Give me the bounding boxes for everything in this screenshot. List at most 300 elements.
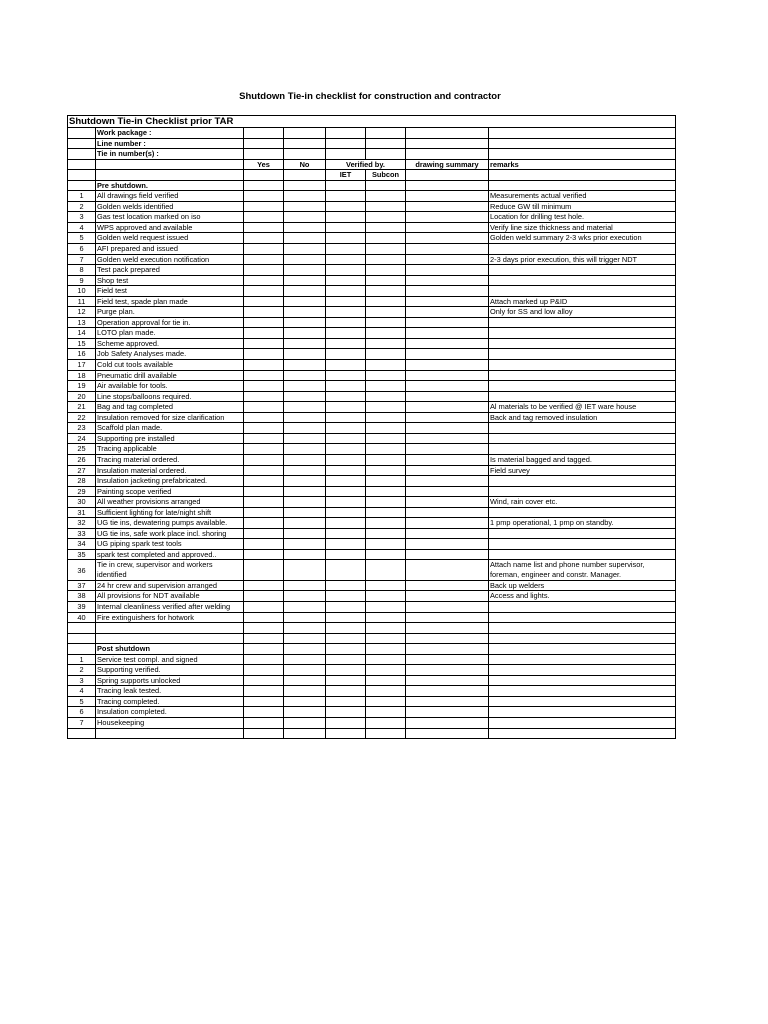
iet-cell[interactable] (326, 296, 366, 307)
subcon-cell[interactable] (366, 328, 406, 339)
no-cell[interactable] (284, 602, 326, 613)
yes-cell[interactable] (244, 476, 284, 487)
yes-cell[interactable] (244, 560, 284, 581)
subcon-cell[interactable] (366, 191, 406, 202)
checklist-row (68, 707, 676, 718)
iet-cell[interactable] (326, 528, 366, 539)
checklist-row (68, 654, 676, 665)
item-remark (489, 476, 676, 487)
drawing-summary-cell[interactable] (406, 307, 489, 318)
yes-cell[interactable] (244, 465, 284, 476)
no-cell[interactable] (284, 244, 326, 255)
subcon-cell[interactable] (366, 201, 406, 212)
subcon-cell[interactable] (366, 591, 406, 602)
subcon-cell[interactable] (366, 539, 406, 550)
subcon-cell[interactable] (366, 465, 406, 476)
checklist-row (68, 212, 676, 223)
yes-cell[interactable] (244, 528, 284, 539)
subcon-cell[interactable] (366, 686, 406, 697)
no-cell[interactable] (284, 444, 326, 455)
item-description: Gas test location marked on iso (96, 212, 244, 223)
no-cell[interactable] (284, 549, 326, 560)
no-cell[interactable] (284, 423, 326, 434)
item-number: 26 (68, 454, 96, 465)
item-number: 9 (68, 275, 96, 286)
item-description: Supporting pre installed (96, 433, 244, 444)
no-cell[interactable] (284, 612, 326, 623)
yes-cell[interactable] (244, 338, 284, 349)
subcon-cell[interactable] (366, 286, 406, 297)
yes-cell[interactable] (244, 244, 284, 255)
iet-cell[interactable] (326, 275, 366, 286)
iet-cell[interactable] (326, 338, 366, 349)
iet-cell[interactable] (326, 549, 366, 560)
no-cell[interactable] (284, 560, 326, 581)
pre-shutdown-heading: Pre shutdown. (96, 180, 244, 191)
yes-cell[interactable] (244, 265, 284, 276)
no-cell[interactable] (284, 654, 326, 665)
item-number: 4 (68, 686, 96, 697)
drawing-summary-cell[interactable] (406, 654, 489, 665)
iet-cell[interactable] (326, 222, 366, 233)
iet-cell[interactable] (326, 518, 366, 529)
no-cell[interactable] (284, 539, 326, 550)
subcon-cell[interactable] (366, 528, 406, 539)
yes-cell[interactable] (244, 675, 284, 686)
no-cell[interactable] (284, 349, 326, 360)
yes-cell[interactable] (244, 539, 284, 550)
drawing-summary-cell[interactable] (406, 675, 489, 686)
no-cell[interactable] (284, 433, 326, 444)
iet-cell[interactable] (326, 465, 366, 476)
iet-cell[interactable] (326, 718, 366, 729)
checklist-row (68, 370, 676, 381)
checklist-row (68, 423, 676, 434)
drawing-summary-cell[interactable] (406, 549, 489, 560)
subcon-cell[interactable] (366, 317, 406, 328)
drawing-summary-cell[interactable] (406, 265, 489, 276)
subcon-cell[interactable] (366, 454, 406, 465)
item-description: Job Safety Analyses made. (96, 349, 244, 360)
no-cell[interactable] (284, 338, 326, 349)
yes-cell[interactable] (244, 391, 284, 402)
subcon-cell[interactable] (366, 233, 406, 244)
no-cell[interactable] (284, 296, 326, 307)
iet-cell[interactable] (326, 507, 366, 518)
checklist-row (68, 665, 676, 676)
item-remark: Access and lights. (489, 591, 676, 602)
subcon-cell[interactable] (366, 486, 406, 497)
iet-cell[interactable] (326, 317, 366, 328)
drawing-summary-cell[interactable] (406, 201, 489, 212)
iet-cell[interactable] (326, 412, 366, 423)
iet-cell[interactable] (326, 370, 366, 381)
drawing-summary-cell[interactable] (406, 423, 489, 434)
item-number: 29 (68, 486, 96, 497)
yes-cell[interactable] (244, 212, 284, 223)
iet-cell[interactable] (326, 212, 366, 223)
item-description: spark test completed and approved.. (96, 549, 244, 560)
yes-cell[interactable] (244, 222, 284, 233)
item-description: Fire extinguishers for hotwork (96, 612, 244, 623)
iet-cell[interactable] (326, 591, 366, 602)
no-cell[interactable] (284, 591, 326, 602)
subcon-cell[interactable] (366, 338, 406, 349)
yes-cell[interactable] (244, 370, 284, 381)
no-cell[interactable] (284, 317, 326, 328)
checklist-row (68, 612, 676, 623)
drawing-summary-cell[interactable] (406, 686, 489, 697)
drawing-summary-cell[interactable] (406, 317, 489, 328)
drawing-summary-cell[interactable] (406, 370, 489, 381)
iet-cell[interactable] (326, 486, 366, 497)
iet-cell[interactable] (326, 328, 366, 339)
checklist-row (68, 591, 676, 602)
drawing-summary-cell[interactable] (406, 191, 489, 202)
iet-cell[interactable] (326, 391, 366, 402)
item-remark (489, 433, 676, 444)
no-cell[interactable] (284, 675, 326, 686)
item-number: 2 (68, 665, 96, 676)
no-cell[interactable] (284, 275, 326, 286)
no-cell[interactable] (284, 696, 326, 707)
no-cell[interactable] (284, 222, 326, 233)
no-cell[interactable] (284, 360, 326, 371)
no-cell[interactable] (284, 381, 326, 392)
no-cell[interactable] (284, 454, 326, 465)
item-remark (489, 265, 676, 276)
item-number: 32 (68, 518, 96, 529)
subcon-cell[interactable] (366, 381, 406, 392)
item-description: Air available for tools. (96, 381, 244, 392)
no-cell[interactable] (284, 191, 326, 202)
drawing-summary-cell[interactable] (406, 244, 489, 255)
item-remark (489, 338, 676, 349)
subcon-cell[interactable] (366, 244, 406, 255)
no-cell[interactable] (284, 718, 326, 729)
drawing-summary-cell[interactable] (406, 580, 489, 591)
column-subheader-row (68, 170, 676, 181)
no-cell[interactable] (284, 201, 326, 212)
col-verified-by-header: Verified by. (326, 159, 406, 170)
iet-cell[interactable] (326, 402, 366, 413)
item-number: 18 (68, 370, 96, 381)
iet-cell[interactable] (326, 360, 366, 371)
no-cell[interactable] (284, 233, 326, 244)
drawing-summary-cell[interactable] (406, 696, 489, 707)
drawing-summary-cell[interactable] (406, 486, 489, 497)
yes-cell[interactable] (244, 201, 284, 212)
drawing-summary-cell[interactable] (406, 560, 489, 581)
no-cell[interactable] (284, 476, 326, 487)
no-cell[interactable] (284, 370, 326, 381)
iet-cell[interactable] (326, 707, 366, 718)
subcon-cell[interactable] (366, 254, 406, 265)
drawing-summary-cell[interactable] (406, 444, 489, 455)
subcon-cell[interactable] (366, 433, 406, 444)
yes-cell[interactable] (244, 381, 284, 392)
no-cell[interactable] (284, 391, 326, 402)
item-description: Line stops/balloons required. (96, 391, 244, 402)
iet-cell[interactable] (326, 602, 366, 613)
no-cell[interactable] (284, 412, 326, 423)
yes-cell[interactable] (244, 444, 284, 455)
iet-cell[interactable] (326, 675, 366, 686)
drawing-summary-cell[interactable] (406, 402, 489, 413)
yes-cell[interactable] (244, 518, 284, 529)
subcon-cell[interactable] (366, 602, 406, 613)
no-cell[interactable] (284, 528, 326, 539)
yes-cell[interactable] (244, 412, 284, 423)
item-number: 1 (68, 654, 96, 665)
drawing-summary-cell[interactable] (406, 391, 489, 402)
subcon-cell[interactable] (366, 296, 406, 307)
iet-cell[interactable] (326, 654, 366, 665)
yes-cell[interactable] (244, 254, 284, 265)
iet-cell[interactable] (326, 444, 366, 455)
drawing-summary-cell[interactable] (406, 212, 489, 223)
drawing-summary-cell[interactable] (406, 718, 489, 729)
yes-cell[interactable] (244, 696, 284, 707)
checklist-row (68, 580, 676, 591)
no-cell[interactable] (284, 686, 326, 697)
yes-cell[interactable] (244, 360, 284, 371)
no-cell[interactable] (284, 497, 326, 508)
yes-cell[interactable] (244, 507, 284, 518)
subcon-cell[interactable] (366, 370, 406, 381)
iet-cell[interactable] (326, 191, 366, 202)
no-cell[interactable] (284, 665, 326, 676)
no-cell[interactable] (284, 486, 326, 497)
item-description: UG piping spark test tools (96, 539, 244, 550)
column-header-row (68, 159, 676, 170)
item-remark (489, 507, 676, 518)
no-cell[interactable] (284, 518, 326, 529)
drawing-summary-cell[interactable] (406, 275, 489, 286)
iet-cell[interactable] (326, 665, 366, 676)
yes-cell[interactable] (244, 286, 284, 297)
item-remark: Attach name list and phone number supervisor, foreman, engineer and constr. Manager. (489, 560, 676, 581)
yes-cell[interactable] (244, 612, 284, 623)
drawing-summary-cell[interactable] (406, 454, 489, 465)
item-number: 20 (68, 391, 96, 402)
no-cell[interactable] (284, 507, 326, 518)
yes-cell[interactable] (244, 654, 284, 665)
yes-cell[interactable] (244, 275, 284, 286)
subcon-cell[interactable] (366, 549, 406, 560)
table-title-row (68, 116, 676, 128)
yes-cell[interactable] (244, 191, 284, 202)
checklist-table (67, 115, 676, 739)
subcon-cell[interactable] (366, 518, 406, 529)
subcon-cell[interactable] (366, 707, 406, 718)
no-cell[interactable] (284, 465, 326, 476)
item-description: Operation approval for tie in. (96, 317, 244, 328)
checklist-row (68, 486, 676, 497)
drawing-summary-cell[interactable] (406, 360, 489, 371)
item-description: Insulation material ordered. (96, 465, 244, 476)
iet-cell[interactable] (326, 686, 366, 697)
subcon-cell[interactable] (366, 402, 406, 413)
drawing-summary-cell[interactable] (406, 612, 489, 623)
iet-cell[interactable] (326, 244, 366, 255)
yes-cell[interactable] (244, 307, 284, 318)
no-cell[interactable] (284, 402, 326, 413)
subcon-cell[interactable] (366, 675, 406, 686)
subcon-cell[interactable] (366, 497, 406, 508)
iet-cell[interactable] (326, 539, 366, 550)
subcon-cell[interactable] (366, 654, 406, 665)
no-cell[interactable] (284, 580, 326, 591)
yes-cell[interactable] (244, 602, 284, 613)
yes-cell[interactable] (244, 349, 284, 360)
item-remark (489, 317, 676, 328)
drawing-summary-cell[interactable] (406, 338, 489, 349)
drawing-summary-cell[interactable] (406, 497, 489, 508)
item-remark: Wind, rain cover etc. (489, 497, 676, 508)
iet-cell[interactable] (326, 381, 366, 392)
subcon-cell[interactable] (366, 580, 406, 591)
subcon-cell[interactable] (366, 412, 406, 423)
item-number: 40 (68, 612, 96, 623)
drawing-summary-cell[interactable] (406, 518, 489, 529)
iet-cell[interactable] (326, 265, 366, 276)
item-remark: Measurements actual verified (489, 191, 676, 202)
subcon-cell[interactable] (366, 718, 406, 729)
no-cell[interactable] (284, 328, 326, 339)
subcon-cell[interactable] (366, 696, 406, 707)
subcon-cell[interactable] (366, 265, 406, 276)
drawing-summary-cell[interactable] (406, 707, 489, 718)
subcon-cell[interactable] (366, 349, 406, 360)
subcon-cell[interactable] (366, 665, 406, 676)
iet-cell[interactable] (326, 286, 366, 297)
drawing-summary-cell[interactable] (406, 528, 489, 539)
iet-cell[interactable] (326, 560, 366, 581)
iet-cell[interactable] (326, 307, 366, 318)
drawing-summary-cell[interactable] (406, 465, 489, 476)
item-remark (489, 328, 676, 339)
yes-cell[interactable] (244, 497, 284, 508)
yes-cell[interactable] (244, 317, 284, 328)
iet-cell[interactable] (326, 423, 366, 434)
yes-cell[interactable] (244, 665, 284, 676)
item-remark (489, 286, 676, 297)
yes-cell[interactable] (244, 433, 284, 444)
subcon-cell[interactable] (366, 222, 406, 233)
iet-cell[interactable] (326, 454, 366, 465)
drawing-summary-cell[interactable] (406, 507, 489, 518)
drawing-summary-cell[interactable] (406, 222, 489, 233)
tie-in-numbers-row (68, 149, 676, 160)
yes-cell[interactable] (244, 423, 284, 434)
subcon-cell[interactable] (366, 212, 406, 223)
item-description: Cold cut tools available (96, 360, 244, 371)
drawing-summary-cell[interactable] (406, 381, 489, 392)
drawing-summary-cell[interactable] (406, 328, 489, 339)
item-description: Purge plan. (96, 307, 244, 318)
no-cell[interactable] (284, 212, 326, 223)
item-description: Test pack prepared (96, 265, 244, 276)
iet-cell[interactable] (326, 580, 366, 591)
checklist-row (68, 201, 676, 212)
yes-cell[interactable] (244, 328, 284, 339)
iet-cell[interactable] (326, 476, 366, 487)
item-number: 30 (68, 497, 96, 508)
item-remark: 2-3 days prior execution, this will trigger NDT (489, 254, 676, 265)
drawing-summary-cell[interactable] (406, 665, 489, 676)
yes-cell[interactable] (244, 718, 284, 729)
no-cell[interactable] (284, 254, 326, 265)
drawing-summary-cell[interactable] (406, 296, 489, 307)
drawing-summary-cell[interactable] (406, 476, 489, 487)
checklist-row (68, 539, 676, 550)
drawing-summary-cell[interactable] (406, 591, 489, 602)
item-remark: Verify line size thickness and material (489, 222, 676, 233)
subcon-cell[interactable] (366, 444, 406, 455)
yes-cell[interactable] (244, 686, 284, 697)
drawing-summary-cell[interactable] (406, 602, 489, 613)
iet-cell[interactable] (326, 201, 366, 212)
subcon-cell[interactable] (366, 360, 406, 371)
item-description: Tracing applicable (96, 444, 244, 455)
subcon-cell[interactable] (366, 275, 406, 286)
yes-cell[interactable] (244, 580, 284, 591)
drawing-summary-cell[interactable] (406, 412, 489, 423)
yes-cell[interactable] (244, 233, 284, 244)
iet-cell[interactable] (326, 349, 366, 360)
drawing-summary-cell[interactable] (406, 349, 489, 360)
drawing-summary-cell[interactable] (406, 233, 489, 244)
subcon-cell[interactable] (366, 560, 406, 581)
item-number: 3 (68, 675, 96, 686)
subcon-cell[interactable] (366, 612, 406, 623)
item-remark (489, 549, 676, 560)
subcon-cell[interactable] (366, 476, 406, 487)
yes-cell[interactable] (244, 486, 284, 497)
drawing-summary-cell[interactable] (406, 433, 489, 444)
iet-cell[interactable] (326, 254, 366, 265)
iet-cell[interactable] (326, 233, 366, 244)
yes-cell[interactable] (244, 707, 284, 718)
checklist-row (68, 275, 676, 286)
item-description: Tie in crew, supervisor and workers identified (96, 560, 244, 581)
no-cell[interactable] (284, 707, 326, 718)
yes-cell[interactable] (244, 296, 284, 307)
iet-cell[interactable] (326, 497, 366, 508)
item-description: Painting scope verified (96, 486, 244, 497)
item-number: 39 (68, 602, 96, 613)
iet-cell[interactable] (326, 612, 366, 623)
yes-cell[interactable] (244, 454, 284, 465)
iet-cell[interactable] (326, 696, 366, 707)
subcon-cell[interactable] (366, 307, 406, 318)
item-remark (489, 665, 676, 676)
drawing-summary-cell[interactable] (406, 254, 489, 265)
iet-cell[interactable] (326, 433, 366, 444)
yes-cell[interactable] (244, 591, 284, 602)
no-cell[interactable] (284, 307, 326, 318)
subcon-cell[interactable] (366, 507, 406, 518)
drawing-summary-cell[interactable] (406, 286, 489, 297)
yes-cell[interactable] (244, 549, 284, 560)
subcon-cell[interactable] (366, 391, 406, 402)
yes-cell[interactable] (244, 402, 284, 413)
no-cell[interactable] (284, 265, 326, 276)
subcon-cell[interactable] (366, 423, 406, 434)
drawing-summary-cell[interactable] (406, 539, 489, 550)
no-cell[interactable] (284, 286, 326, 297)
